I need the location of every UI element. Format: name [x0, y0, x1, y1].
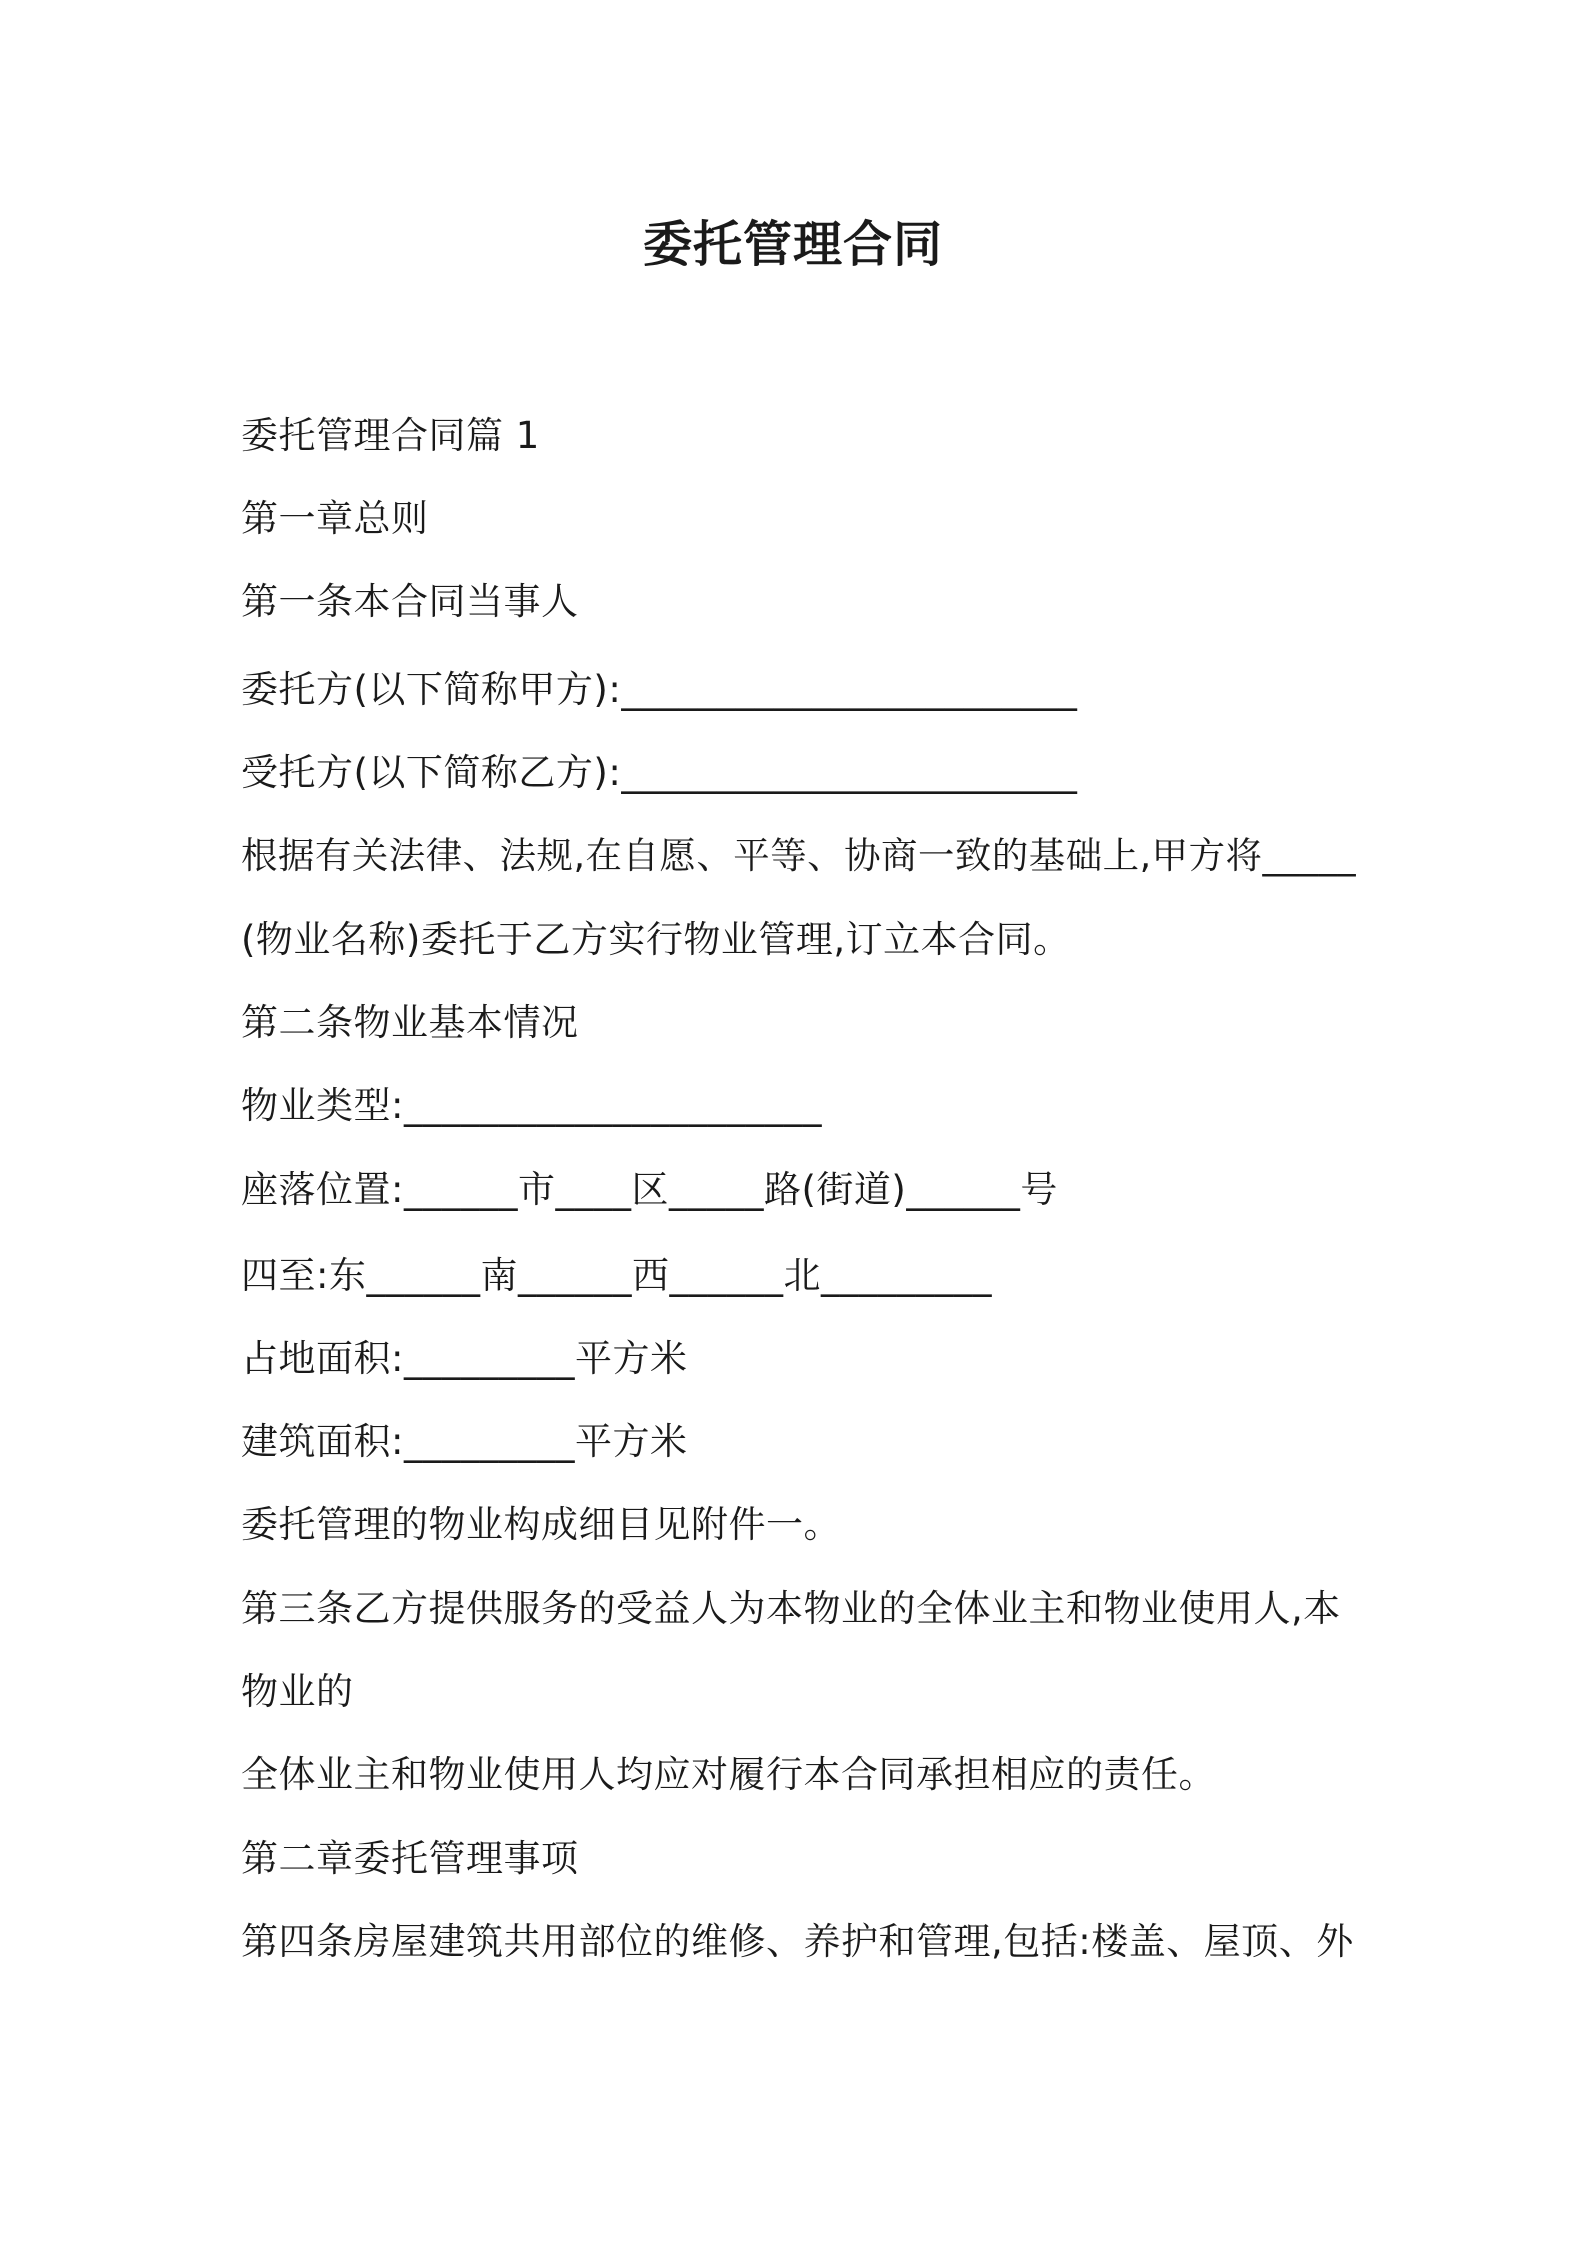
chapter-2-heading: 第二章委托管理事项	[241, 1837, 579, 1880]
property-type-line: 物业类型:______________________	[241, 1084, 822, 1127]
document-title: 委托管理合同	[642, 216, 943, 273]
article-4-line-1: 第四条房屋建筑共用部位的维修、养护和管理,包括:楼盖、屋顶、外	[241, 1920, 1354, 1963]
property-details-note: 委托管理的物业构成细目见附件一。	[241, 1503, 841, 1546]
article-3-line-3: 全体业主和物业使用人均应对履行本合同承担相应的责任。	[241, 1753, 1216, 1796]
property-location-line: 座落位置:______市____区_____路(街道)______号	[241, 1168, 1058, 1211]
party-b-line: 受托方(以下简称乙方):________________________	[241, 751, 1078, 794]
land-area-line: 占地面积:_________平方米	[241, 1337, 688, 1380]
chapter-heading-general: 第一章总则	[241, 497, 429, 540]
agreement-paragraph-line-1: 根据有关法律、法规,在自愿、平等、协商一致的基础上,甲方将_____	[241, 834, 1357, 877]
building-area-line: 建筑面积:_________平方米	[241, 1420, 688, 1463]
article-1-heading: 第一条本合同当事人	[241, 580, 579, 623]
article-2-heading: 第二条物业基本情况	[241, 1001, 579, 1044]
agreement-paragraph-line-2: (物业名称)委托于乙方实行物业管理,订立本合同。	[241, 918, 1071, 961]
party-a-line: 委托方(以下简称甲方):________________________	[241, 668, 1078, 711]
property-boundaries-line: 四至:东______南______西______北_________	[241, 1254, 992, 1297]
article-3-line-1: 第三条乙方提供服务的受益人为本物业的全体业主和物业使用人,本	[241, 1587, 1341, 1630]
article-3-line-2: 物业的	[241, 1670, 354, 1713]
section-heading-part-1: 委托管理合同篇 1	[241, 414, 540, 457]
